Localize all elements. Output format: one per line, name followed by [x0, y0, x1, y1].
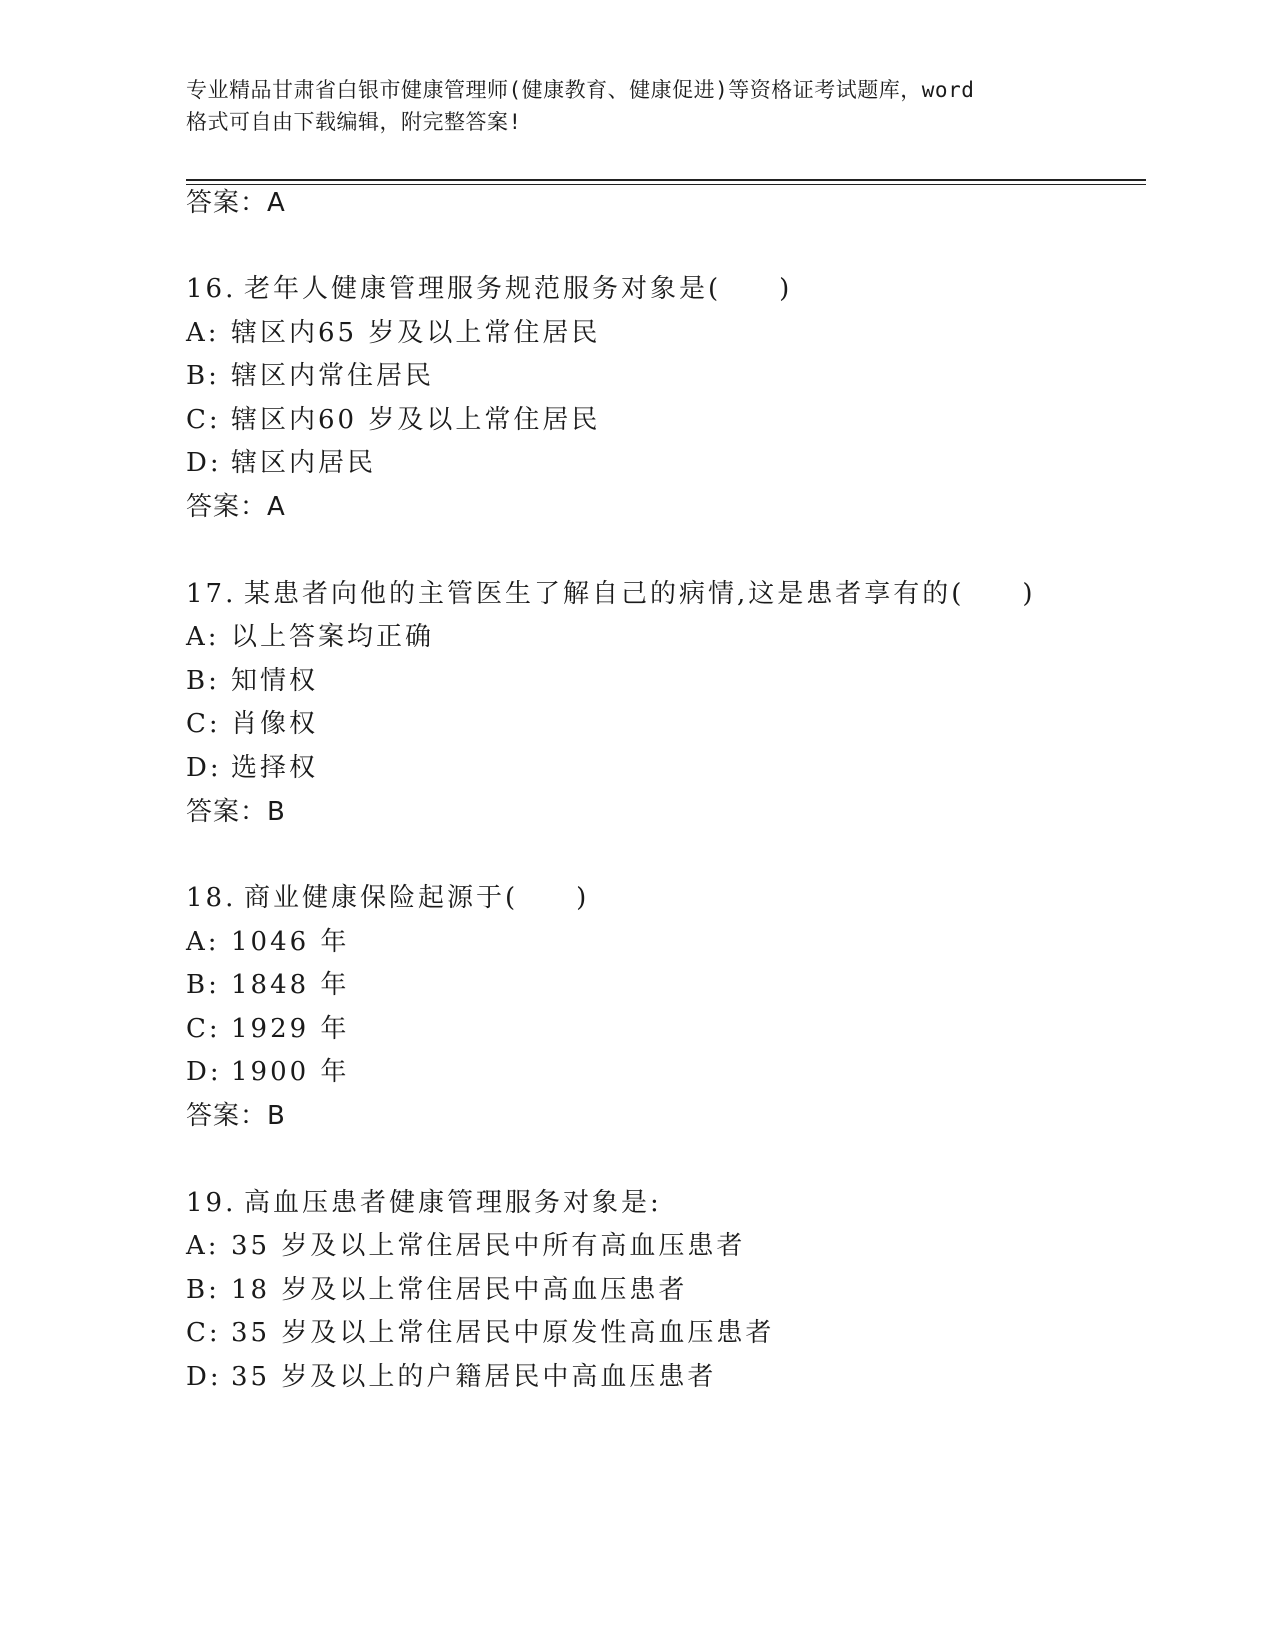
option-18-c [186, 1012, 349, 1046]
question-text: 商业健康保险起源于( ) [244, 883, 590, 913]
option-text: 35 岁及以上的户籍居民中高血压患者 [231, 1362, 717, 1392]
option-text: 选择权 [231, 753, 319, 783]
option-16-c [186, 403, 600, 437]
option-key: D: [186, 448, 222, 478]
answer-18: 答案：B [186, 1101, 286, 1131]
question-text: 老年人健康管理服务规范服务对象是( ) [244, 274, 793, 304]
option-key: D: [186, 1057, 222, 1087]
option-text: 辖区内居民 [231, 448, 377, 478]
option-19-a [186, 1229, 745, 1263]
option-key: C: [186, 1014, 221, 1044]
option-key: B: [186, 666, 220, 696]
option-text: 35 岁及以上常住居民中原发性高血压患者 [231, 1318, 775, 1348]
option-key: A: [186, 927, 220, 957]
question-16 [186, 272, 792, 306]
option-text: 1929 年 [231, 1014, 350, 1044]
question-number: 18. [186, 883, 237, 913]
previous-answer: 答案：A [186, 188, 286, 218]
page-header [186, 74, 1086, 138]
option-text: 辖区内65 岁及以上常住居民 [231, 318, 601, 348]
option-18-d [186, 1055, 349, 1089]
option-key: C: [186, 709, 221, 739]
option-key: D: [186, 1362, 222, 1392]
option-text: 1848 年 [231, 970, 350, 1000]
question-19 [186, 1186, 662, 1220]
option-key: C: [186, 1318, 221, 1348]
answer-16: 答案：A [186, 492, 286, 522]
option-16-a [186, 316, 600, 350]
option-key: B: [186, 361, 220, 391]
option-text: 辖区内60 岁及以上常住居民 [231, 405, 601, 435]
header-divider-thin [186, 184, 1146, 185]
question-number: 17. [186, 579, 237, 609]
question-number: 16. [186, 274, 237, 304]
question-text: 高血压患者健康管理服务对象是: [244, 1188, 662, 1218]
option-18-a [186, 925, 349, 959]
question-number: 19. [186, 1188, 237, 1218]
header-line-2: 格式可自由下载编辑，附完整答案! [186, 110, 522, 134]
question-text: 某患者向他的主管医生了解自己的病情,这是患者享有的( ) [244, 579, 1036, 609]
option-text: 1900 年 [231, 1057, 350, 1087]
option-19-d [186, 1360, 716, 1394]
option-text: 肖像权 [231, 709, 319, 739]
option-19-c [186, 1316, 774, 1350]
option-key: A: [186, 1231, 220, 1261]
option-17-c [186, 707, 318, 741]
option-18-b [186, 968, 349, 1002]
option-key: B: [186, 1275, 220, 1305]
option-19-b [186, 1273, 687, 1307]
option-key: A: [186, 318, 220, 348]
option-text: 35 岁及以上常住居民中所有高血压患者 [231, 1231, 746, 1261]
option-17-b [186, 664, 318, 698]
option-16-b [186, 359, 434, 393]
option-text: 1046 年 [231, 927, 350, 957]
header-divider [186, 179, 1146, 181]
option-key: D: [186, 753, 222, 783]
option-key: C: [186, 405, 221, 435]
option-key: A: [186, 622, 220, 652]
option-16-d [186, 446, 376, 480]
question-17 [186, 577, 1036, 611]
option-text: 以上答案均正确 [231, 622, 435, 652]
option-text: 辖区内常住居民 [231, 361, 435, 391]
option-17-d [186, 751, 318, 785]
option-17-a [186, 620, 434, 654]
option-text: 知情权 [231, 666, 319, 696]
answer-17: 答案：B [186, 797, 286, 827]
header-line-1: 专业精品甘肃省白银市健康管理师(健康教育、健康促进)等资格证考试题库，word [186, 78, 975, 102]
option-text: 18 岁及以上常住居民中高血压患者 [231, 1275, 688, 1305]
option-key: B: [186, 970, 220, 1000]
question-18 [186, 881, 589, 915]
